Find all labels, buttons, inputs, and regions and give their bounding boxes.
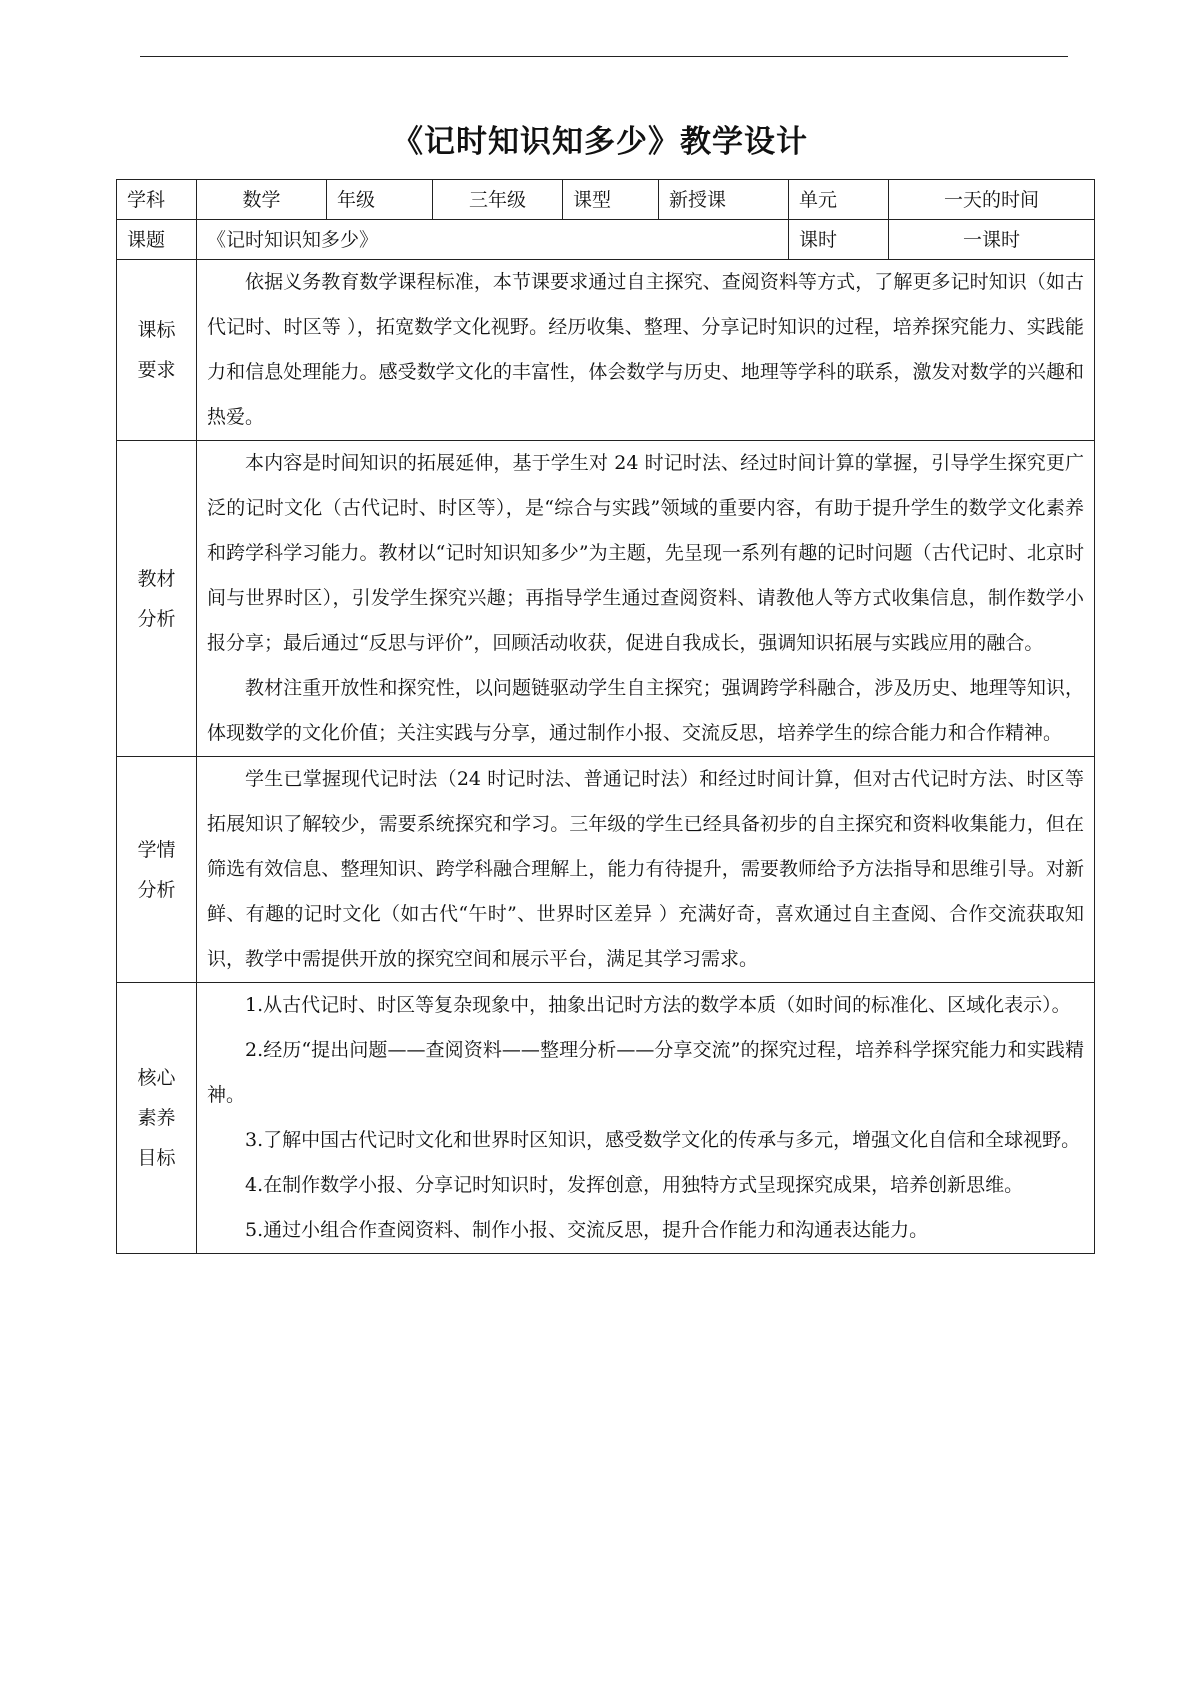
- section-label-line: 目标: [137, 1147, 176, 1169]
- info-row: [117, 180, 1095, 220]
- period-value: 一课时: [889, 220, 1095, 260]
- section-content: [197, 441, 1095, 757]
- section-label-line: 教材: [137, 567, 176, 590]
- section-label-line: 核心: [137, 1067, 176, 1089]
- lesson-type-label: 课型: [563, 180, 659, 220]
- section-content: [197, 757, 1095, 983]
- topic-row: [117, 220, 1095, 260]
- goal-item: 3.了解中国古代记时文化和世界时区知识，感受数学文化的传承与多元，增强文化自信和全球视野。: [245, 1129, 1081, 1151]
- section-label-line: 分析: [137, 607, 176, 630]
- subject-label: 学科: [117, 180, 197, 220]
- paragraph: 教材注重开放性和探究性，以问题链驱动学生自主探究；强调跨学科融合，涉及历史、地理等知识，体现数学的文化价值；关注实践与分享，通过制作小报、交流反思，培养学生的综合能力和合作精神。: [207, 677, 1084, 744]
- section-label-line: 分析: [137, 878, 176, 901]
- unit-label: 单元: [789, 180, 889, 220]
- unit-value: 一天的时间: [889, 180, 1095, 220]
- document-title: 《记时知识知多少》教学设计: [392, 124, 808, 160]
- period-label: 课时: [789, 220, 889, 260]
- section-label-line: 要求: [137, 359, 176, 381]
- paragraph: 依据义务教育数学课程标准，本节课要求通过自主探究、查阅资料等方式，了解更多记时知识（如古代记时、时区等 ），拓宽数学文化视野。经历收集、整理、分享记时知识的过程，培养探究能力、实践能力和信息处理能力。感受数学文化的丰富性，体会数学与历史、地理等学科的联系，激发对数学的兴趣和热爱。: [207, 271, 1084, 428]
- section-content: [197, 260, 1095, 441]
- grade-label: 年级: [327, 180, 433, 220]
- grade-value: 三年级: [433, 180, 563, 220]
- topic-value: 《记时知识知多少》: [197, 220, 789, 260]
- section-content: [197, 983, 1095, 1254]
- section-label: [117, 757, 197, 983]
- paragraph: 本内容是时间知识的拓展延伸，基于学生对 24 时记时法、经过时间计算的掌握，引导学生探究更广泛的记时文化（古代记时、时区等），是“综合与实践”领域的重要内容，有助于提升学生的数学文化素养和跨学科学习能力。教材以“记时知识知多少”为主题，先呈现一系列有趣的记时问题（古代记时、北京时间与世界时区），引发学生探究兴趣；再指导学生通过查阅资料、请教他人等方式收集信息，制作数学小报分享；最后通过“反思与评价”，回顾活动收获，促进自我成长，强调知识拓展与实践应用的融合。: [207, 452, 1084, 654]
- topic-label: 课题: [117, 220, 197, 260]
- header-rule: [140, 56, 1068, 57]
- section-label: [117, 260, 197, 441]
- paragraph: 学生已掌握现代记时法（24 时记时法、普通记时法）和经过时间计算，但对古代记时方法、时区等拓展知识了解较少，需要系统探究和学习。三年级的学生已经具备初步的自主探究和资料收集能力，但在筛选有效信息、整理知识、跨学科融合理解上，能力有待提升，需要教师给予方法指导和思维引导。对新鲜、有趣的记时文化（如古代“午时”、世界时区差异 ）充满好奇，喜欢通过自主查阅、合作交流获取知识，教学中需提供开放的探究空间和展示平台，满足其学习需求。: [207, 768, 1084, 970]
- section-label: [117, 441, 197, 757]
- lesson-design-table: [116, 179, 1095, 1254]
- section-label: [117, 983, 197, 1254]
- subject-value: 数学: [197, 180, 327, 220]
- section-label-line: 学情: [137, 838, 176, 861]
- goal-item: 2.经历“提出问题——查阅资料——整理分析——分享交流”的探究过程，培养科学探究能力和实践精神。: [207, 1039, 1084, 1106]
- section-row-core-literacy-goals: [117, 983, 1095, 1254]
- section-row-student-analysis: [117, 757, 1095, 983]
- lesson-type-value: 新授课: [659, 180, 789, 220]
- goal-item: 4.在制作数学小报、分享记时知识时，发挥创意，用独特方式呈现探究成果，培养创新思维。: [245, 1174, 1024, 1196]
- section-row-textbook-analysis: [117, 441, 1095, 757]
- goal-item: 5.通过小组合作查阅资料、制作小报、交流反思，提升合作能力和沟通表达能力。: [245, 1219, 929, 1241]
- section-label-line: 课标: [137, 319, 176, 341]
- goal-item: 1.从古代记时、时区等复杂现象中，抽象出记时方法的数学本质（如时间的标准化、区域化表示）。: [245, 994, 1071, 1016]
- section-label-line: 素养: [137, 1107, 176, 1129]
- section-row-curriculum-standard: [117, 260, 1095, 441]
